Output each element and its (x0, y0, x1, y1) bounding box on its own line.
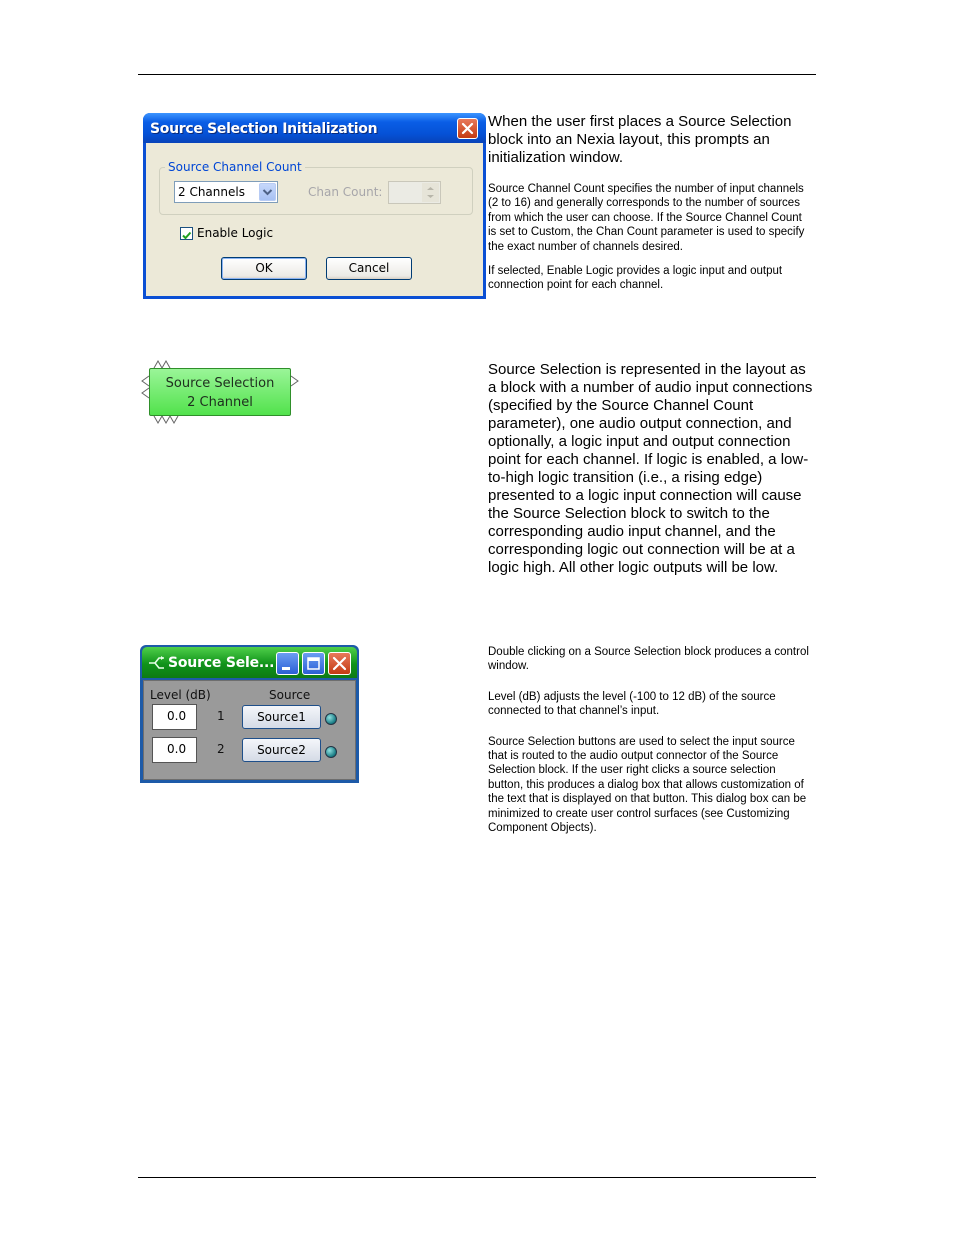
level-input-1[interactable]: 0.0 (152, 704, 197, 730)
control-window-paragraph: Double clicking on a Source Selection block produces a control window. (488, 646, 809, 673)
channel-count-value: 2 Channels (178, 185, 245, 199)
source-selection-icon (148, 656, 165, 670)
channel-count-group-label: Source Channel Count (165, 160, 305, 174)
enable-logic-label: Enable Logic (197, 226, 274, 240)
source-header: Source (269, 688, 311, 702)
control-window-body (143, 680, 356, 780)
footer-rule (138, 1177, 816, 1178)
close-icon (329, 653, 350, 674)
intro-text-block (488, 113, 813, 293)
maximize-button[interactable] (302, 652, 325, 675)
channel-number-1: 1 (217, 709, 225, 723)
minimize-button[interactable] (276, 652, 299, 675)
ok-button[interactable]: OK (221, 257, 307, 280)
block-label-line1: Source Selection (165, 376, 275, 391)
init-dialog (143, 113, 486, 299)
block-label-line2: 2 Channel (187, 395, 253, 410)
logic-led-1 (325, 713, 337, 725)
chan-count-label: Chan Count: (308, 185, 383, 199)
enable-logic-checkbox[interactable] (180, 227, 193, 240)
block-paragraph: Source Selection is represented in the layout as a block with a number of audio input connections (specified by the Source Channel Count parameter), one audio output connection, and optionally, a logic input and output connection point for each channel. If logic is enabled, a low-to-high logic transition (i.e., a rising edge) presented to a logic input connection will cause the Source Selection block to switch to the corresponding audio input channel, and the corresponding logic out connection will be at a logic high. All other logic outputs will be low. (488, 361, 813, 576)
enable-logic-paragraph: If selected, Enable Logic provides a logic input and output connection point for each channel. (488, 265, 783, 292)
control-window-title: Source Sele... (168, 655, 275, 671)
close-button[interactable] (328, 652, 351, 675)
intro-paragraph: When the user first places a Source Selection block into an Nexia layout, this prompts an initialization window. (488, 113, 792, 166)
header-rule (138, 74, 816, 75)
channel-count-paragraph: Source Channel Count specifies the number of input channels (2 to 16) and generally corresponds to the number of sources from which the user can choose. If the Source Channel Count is set to Custom, the Chan Count parameter is used to specify the exact number of channels desired. (488, 183, 805, 253)
level-paragraph: Level (dB) adjusts the level (-100 to 12 dB) of the source connected to that channel’s input. (488, 690, 776, 718)
source1-button[interactable]: Source1 (242, 705, 321, 729)
maximize-icon (303, 653, 324, 674)
logic-led-2 (325, 746, 337, 758)
close-icon (461, 122, 474, 135)
channel-number-2: 2 (217, 742, 225, 756)
block-description (488, 361, 813, 577)
source2-button[interactable]: Source2 (242, 738, 321, 762)
cancel-button[interactable]: Cancel (326, 257, 412, 280)
level-input-2[interactable]: 0.0 (152, 737, 197, 763)
level-header: Level (dB) (150, 688, 211, 702)
control-window-titlebar[interactable] (142, 647, 357, 678)
minimize-icon (277, 653, 298, 674)
source-selection-block[interactable] (149, 368, 291, 416)
init-dialog-titlebar[interactable] (143, 113, 486, 143)
init-dialog-close-button[interactable] (457, 118, 478, 139)
chan-count-spinner[interactable] (388, 181, 441, 204)
source-buttons-paragraph: Source Selection buttons are used to select the input source that is routed to the audio output connector of the Source Selection block. If the user right clicks a source selection button, this produces a dialog box that allows customization of the text that is displayed on that button. This dialog box can be minimized to create user control surfaces (see Customizing Component Objects). (488, 735, 807, 835)
init-dialog-client (146, 143, 483, 296)
checkmark-icon (181, 230, 192, 241)
init-dialog-title: Source Selection Initialization (150, 121, 378, 137)
channel-count-select[interactable] (174, 181, 278, 203)
control-window (140, 645, 359, 783)
spinner-arrows-icon[interactable] (422, 183, 439, 202)
chevron-down-icon[interactable] (259, 183, 276, 201)
control-description (488, 645, 813, 835)
